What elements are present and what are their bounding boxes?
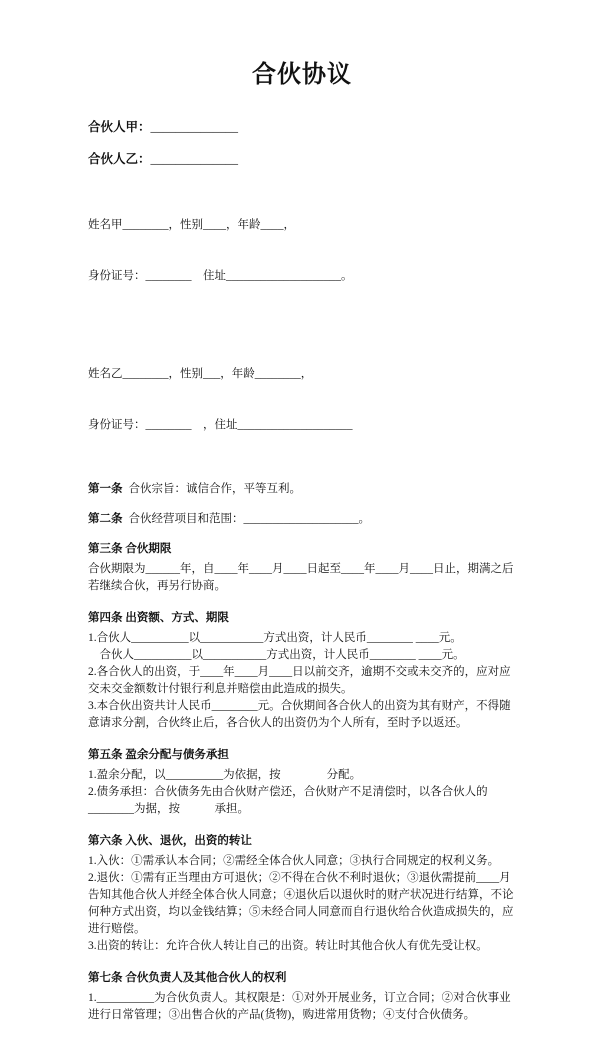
article-4-item-2: 2.各合伙人的出资，于____年____月____日以前交齐，逾期不交或未交齐的，应对应交未交金额数计付银行利息并赔偿由此造成的损失。 <box>88 666 511 695</box>
article-7 <box>88 970 516 1024</box>
partner-a-info-line2: 身份证号：________ 住址____________________。 <box>88 270 353 282</box>
article-2-number: 第二条 <box>88 513 123 525</box>
article-6-item-2: 2.退伙：①需有正当理由方可退伙；②不得在合伙不利时退伙；③退伙需提前____月告知其他合伙人并经全体合伙人同意；④退伙后以退伙时的财产状况进行结算，不论何种方式出资，均以金钱结算；⑤未经合同人同意而自行退伙给合伙造成损失的，应进行赔偿。 <box>88 872 514 935</box>
article-5-heading: 第五条 盈余分配与债务承担 <box>88 749 229 761</box>
article-1-text: 合伙宗旨：诚信合作，平等互利。 <box>128 483 301 495</box>
partner-a-info <box>88 183 516 319</box>
partner-b-info-line1: 姓名乙________，性别___，年龄________， <box>88 368 313 380</box>
article-5-item-1: 1.盈余分配，以__________为依据，按 分配。 <box>88 769 362 781</box>
partner-b-info <box>88 332 516 468</box>
article-6-item-1: 1.入伙：①需承认本合同；②需经全体合伙人同意；③执行合同规定的权利义务。 <box>88 855 500 867</box>
article-3-heading: 第三条 合伙期限 <box>88 543 172 555</box>
article-6-heading: 第六条 入伙、退伙，出资的转让 <box>88 835 252 847</box>
partner-a-info-line1: 姓名甲________，性别____，年龄____， <box>88 219 295 231</box>
article-3-body: 合伙期限为______年，自____年____月____日起至____年____月____日止，期满之后若继续合伙，再另行协商。 <box>88 563 514 592</box>
party-a-blank: ______________ <box>150 120 239 134</box>
article-4-item-3: 3.本合伙出资共计人民币________元。合伙期间各合伙人的出资为其有财产，不得随意请求分割，合伙终止后，各合伙人的出资仍为个人所有，至时予以返还。 <box>88 700 511 729</box>
article-7-item-1: 1.__________为合伙负责人。其权限是：①对外开展业务，订立合同；②对合伙事业进行日常管理；③出售合伙的产品(货物)，购进常用货物；④支付合伙债务。 <box>88 992 511 1021</box>
party-b-line <box>88 151 516 168</box>
article-1 <box>88 481 516 498</box>
party-b-label: 合伙人乙： <box>88 152 151 166</box>
party-a-label: 合伙人甲： <box>88 120 151 134</box>
article-2-text: 合伙经营项目和范围：____________________。 <box>128 513 370 525</box>
article-1-number: 第一条 <box>88 483 123 495</box>
article-4-heading: 第四条 出资额、方式、期限 <box>88 612 229 624</box>
article-5-item-2: 2.债务承担：合伙债务先由合伙财产偿还，合伙财产不足清偿时，以各合伙人的________为据，按 承担。 <box>88 786 488 815</box>
article-4-item-1b: 合伙人__________以___________方式出资，计人民币________ ____元。 <box>88 649 465 661</box>
article-4 <box>88 610 516 732</box>
party-a-line <box>88 119 516 136</box>
article-4-item-1: 1.合伙人__________以___________方式出资，计人民币________ ____元。 <box>88 632 462 644</box>
article-7-heading: 第七条 合伙负责人及其他合伙人的权利 <box>88 972 287 984</box>
document-title: 合伙协议 <box>252 62 352 88</box>
article-5 <box>88 747 516 818</box>
article-6-item-3: 3.出资的转让：允许合伙人转让自己的出资。转让时其他合伙人有优先受让权。 <box>88 940 488 952</box>
partner-b-info-line2: 身份证号：________ ，住址____________________ <box>88 419 353 431</box>
party-b-blank: ______________ <box>150 152 239 166</box>
article-6 <box>88 833 516 955</box>
article-2 <box>88 511 516 528</box>
article-3 <box>88 541 516 595</box>
